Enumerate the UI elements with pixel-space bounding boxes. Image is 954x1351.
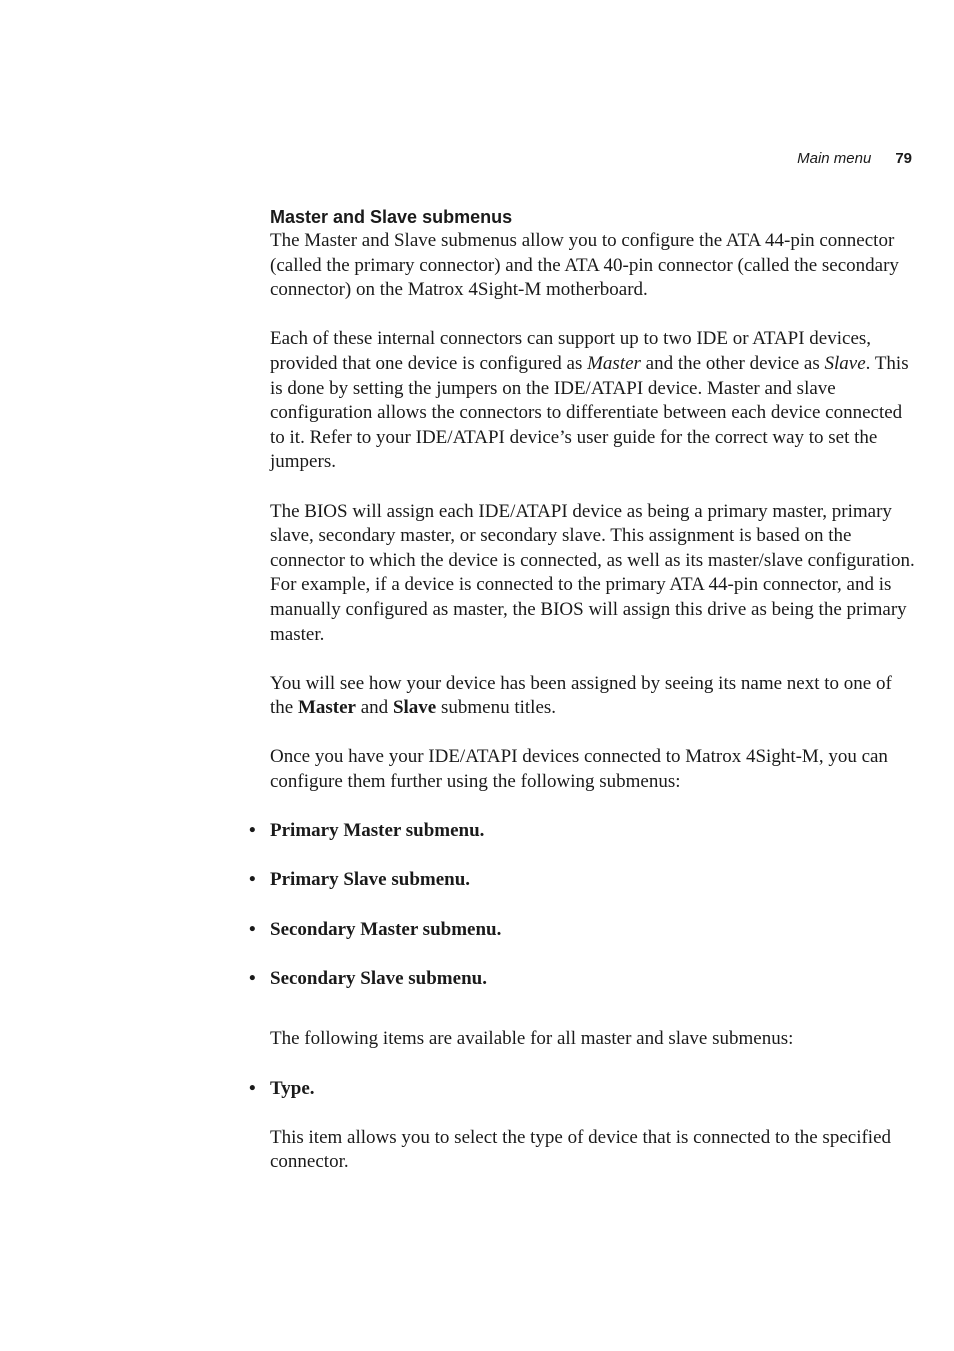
paragraph-type-description: This item allows you to select the type of device that is connected to the specified connector. xyxy=(270,1126,892,1173)
page-number: 79 xyxy=(895,150,912,167)
paragraph-assigned: You will see how your device has been assigned by seeing its name next to one of the Master and Slave submenu titles. xyxy=(270,672,892,719)
running-header xyxy=(797,150,912,167)
list-item: • Secondary Master submenu. xyxy=(270,918,915,943)
term-master: Master xyxy=(587,352,641,374)
term-slave-bold: Slave xyxy=(392,697,437,719)
header-section-title: Main menu xyxy=(797,150,872,167)
list-item: • Type. xyxy=(270,1077,915,1102)
bullet-icon: • xyxy=(249,1077,256,1099)
bullet-icon: • xyxy=(249,918,256,940)
paragraph-configure: Once you have your IDE/ATAPI devices connected to Matrox 4Sight-M, you can configure them further using the following submenus: xyxy=(270,746,888,793)
paragraph-intro: The Master and Slave submenus allow you to configure the ATA 44-pin connector (called the primary connector) and the ATA 40-pin connector (called the secondary connector) on the Matrox 4Sight-M motherboard. xyxy=(270,230,899,301)
term-master-bold: Master xyxy=(297,697,356,719)
section-heading: Master and Slave submenus xyxy=(270,207,513,227)
paragraph-items-available: The following items are available for all master and slave submenus: xyxy=(270,1028,794,1050)
term-slave: Slave xyxy=(824,352,866,374)
list-item: • Primary Slave submenu. xyxy=(270,868,915,893)
page-content xyxy=(249,205,915,1175)
paragraph-bios-assign: The BIOS will assign each IDE/ATAPI device as being a primary master, primary slave, secondary master, or secondary slave. This assignment is based on the connector to which the device is connected, as well as its master/slave configuration. For example, if a device is connected to the primary ATA 44-pin connector, and is manually configured as master, the BIOS will assign this drive as being the primary master. xyxy=(270,500,915,645)
bullet-icon: • xyxy=(249,820,256,842)
list-item: • Secondary Slave submenu. xyxy=(270,967,915,992)
list-item: • Primary Master submenu. xyxy=(270,819,915,844)
submenu-list xyxy=(249,819,915,991)
bullet-icon: • xyxy=(249,869,256,891)
bullet-icon: • xyxy=(249,967,256,989)
paragraph-connectors: Each of these internal connectors can support up to two IDE or ATAPI devices, provided that one device is configured as Master and the other device as Slave. This is done by setting the jumpers on the IDE/ATAPI device. Master and slave configuration allows the connectors to differentiate between each device connected to it. Refer to your IDE/ATAPI device’s user guide for the correct way to set the jumpers. xyxy=(270,328,909,473)
